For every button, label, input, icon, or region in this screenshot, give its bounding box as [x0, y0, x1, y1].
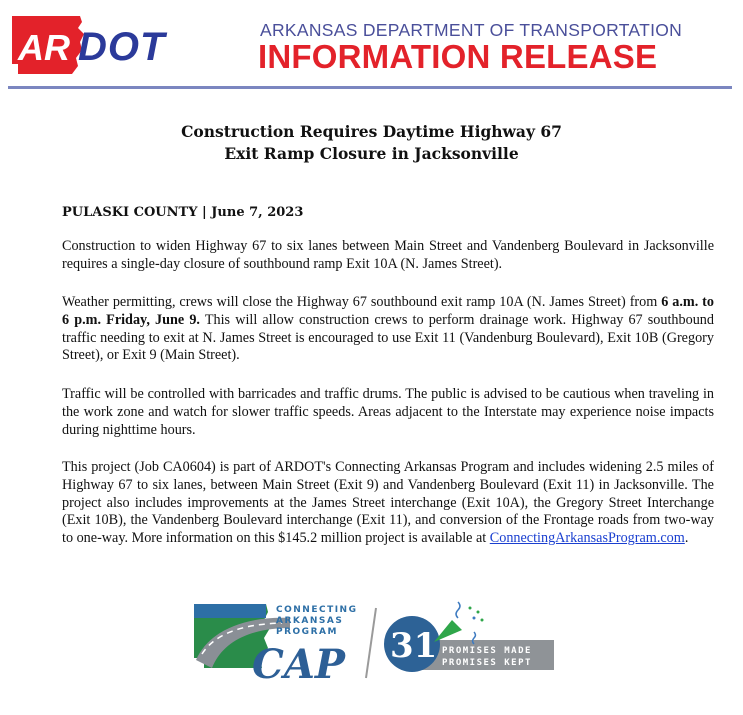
- dateline: PULASKI COUNTY | June 7, 2023: [62, 205, 304, 220]
- svg-text:AR: AR: [18, 27, 70, 68]
- paragraph-4-text: This project (Job CA0604) is part of ARDOT's Connecting Arkansas Program and includes widening 2.5 miles of Highway 67 to six lanes, between Main Street (Exit 9) and Vandenberg Boulevard (Exit 11) in Jacksonville. The project also includes improvements at the James Street interchange (Exit 10A), the Gregory Street Interchange (Exit 10B), the Vandenberg Boulevard interchange (Exit 11), and conversion of the Frontage roads from two-way to one-way. More information on this $145.2 million project is available at: [62, 459, 714, 547]
- logo-divider: [366, 608, 376, 678]
- paragraph-4: [62, 459, 714, 548]
- document-title: [0, 121, 743, 165]
- svg-text:PROMISES MADE: PROMISES MADE: [442, 646, 532, 656]
- svg-text:ARKANSAS: ARKANSAS: [276, 616, 344, 626]
- promises-logo: [384, 602, 554, 672]
- svg-text:CAP: CAP: [252, 641, 345, 688]
- release-type: INFORMATION RELEASE: [258, 38, 658, 75]
- ardot-logo: [10, 14, 185, 76]
- party-horn-icon: [434, 620, 462, 642]
- footer-logos: [190, 598, 570, 688]
- svg-text:PROGRAM: PROGRAM: [276, 627, 338, 637]
- paragraph-2-text-continued: This will allow construction crews to perform drainage work. Highway 67 southbound traffic needing to exit at N. James Street is encouraged to use Exit 11 (Vandenburg Boulevard), Exit 10B (Gregory Street), or Exit 9 (Main Street).: [62, 311, 714, 364]
- paragraph-3: Traffic will be controlled with barricades and traffic drums. The public is advised to be cautious when traveling in the work zone and watch for slower traffic speeds. Areas adjacent to the Interstate may experience noise impacts during nighttime hours.: [62, 386, 714, 438]
- agency-name: ARKANSAS DEPARTMENT OF TRANSPORTATION: [260, 20, 683, 40]
- paragraph-4-end: .: [684, 530, 689, 547]
- page-header: [0, 0, 743, 100]
- closure-time-highlight: 6 a.m. to 6 p.m. Friday, June 9.: [62, 294, 714, 328]
- title-line-1: Construction Requires Daytime Highway 67: [181, 122, 562, 141]
- title-line-2: Exit Ramp Closure in Jacksonville: [224, 144, 519, 163]
- cap-logo: [194, 604, 357, 688]
- svg-text:PROMISES KEPT: PROMISES KEPT: [442, 658, 532, 668]
- program-website-link[interactable]: ConnectingArkansasProgram.com: [489, 530, 685, 547]
- svg-text:DOT: DOT: [78, 25, 166, 69]
- paragraph-2: [62, 294, 714, 365]
- svg-text:31: 31: [390, 626, 438, 666]
- svg-text:CONNECTING: CONNECTING: [276, 605, 358, 615]
- header-divider: [8, 86, 732, 89]
- paragraph-2-text: Weather permitting, crews will close the Highway 67 southbound exit ramp 10A (N. James Street) from: [62, 294, 662, 310]
- paragraph-1: Construction to widen Highway 67 to six lanes between Main Street and Vandenberg Boulevard in Jacksonville requires a single-day closure of southbound ramp Exit 10A (N. James Street).: [62, 238, 714, 272]
